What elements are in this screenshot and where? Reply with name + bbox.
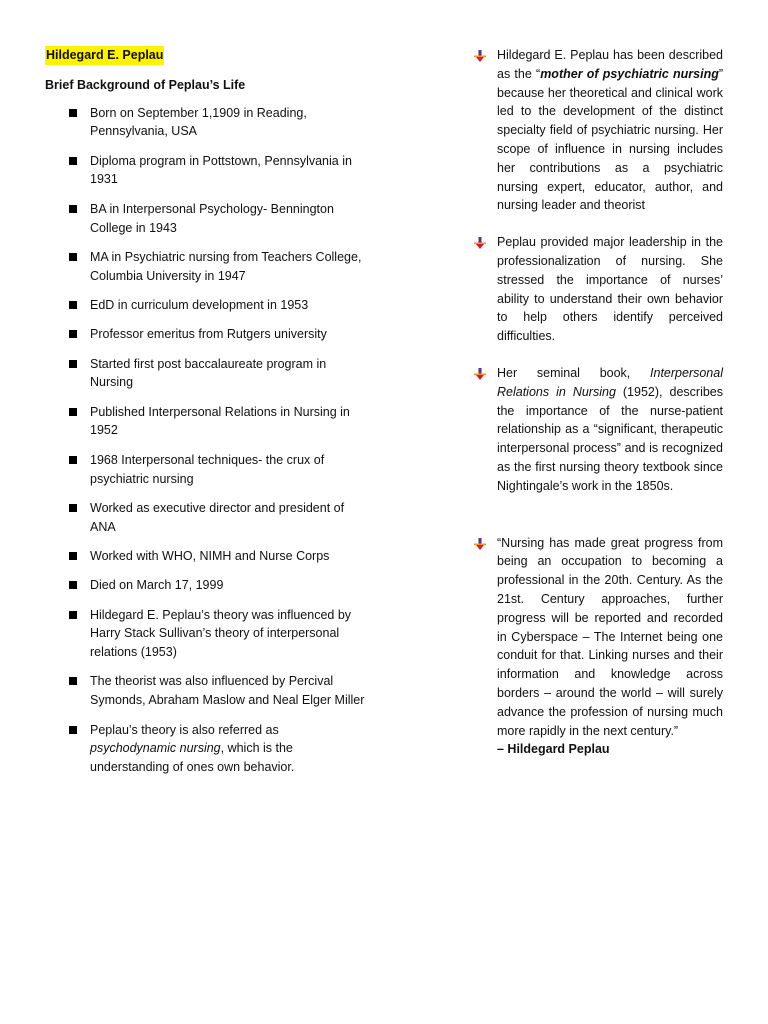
- square-bullet-icon: [69, 301, 77, 309]
- list-item: MA in Psychiatric nursing from Teachers College, Columbia University in 1947: [45, 248, 365, 286]
- down-arrow-bullet-icon: [474, 368, 486, 380]
- list-item: EdD in curriculum development in 1953: [45, 296, 365, 315]
- paragraph-leadership: Peplau provided major leadership in the professionalization of nursing. She stressed the importance of nurses’ ability to understand their own behavior to help others identify perceived difficulties.: [473, 233, 723, 346]
- list-item: Born on September 1,1909 in Reading, Pennsylvania, USA: [45, 104, 365, 142]
- list-item: Published Interpersonal Relations in Nursing in 1952: [45, 403, 365, 441]
- background-list: [45, 104, 365, 777]
- section-subtitle: Brief Background of Peplau’s Life: [45, 77, 246, 92]
- square-bullet-icon: [69, 611, 77, 619]
- list-item: 1968 Interpersonal techniques- the crux of psychiatric nursing: [45, 451, 365, 489]
- square-bullet-icon: [69, 408, 77, 416]
- list-item: Professor emeritus from Rutgers university: [45, 325, 365, 344]
- square-bullet-icon: [69, 253, 77, 261]
- square-bullet-icon: [69, 157, 77, 165]
- square-bullet-icon: [69, 360, 77, 368]
- square-bullet-icon: [69, 109, 77, 117]
- list-item: Diploma program in Pottstown, Pennsylvania in 1931: [45, 152, 365, 190]
- down-arrow-bullet-icon: [474, 237, 486, 249]
- list-item: Worked with WHO, NIMH and Nurse Corps: [45, 547, 365, 566]
- quote-text: “Nursing has made great progress from being an occupation to becoming a professional in the 20th. Century. As the 21st. Century approaches, further progress will be reported and recorded in Cyberspace – The Internet being one conduit for that. Linking nurses and their information and knowledge across borders – around the world – will surely advance the profession of nursing much more rapidly in the next century.”: [497, 535, 723, 738]
- left-column: [45, 46, 365, 787]
- square-bullet-icon: [69, 205, 77, 213]
- square-bullet-icon: [69, 581, 77, 589]
- square-bullet-icon: [69, 504, 77, 512]
- list-item: BA in Interpersonal Psychology- Bennington College in 1943: [45, 200, 365, 238]
- list-item: Died on March 17, 1999: [45, 576, 365, 595]
- list-item: The theorist was also influenced by Percival Symonds, Abraham Maslow and Neal Elger Miller: [45, 672, 365, 710]
- list-item: Hildegard E. Peplau’s theory was influenced by Harry Stack Sullivan’s theory of interpersonal relations (1953): [45, 606, 365, 662]
- list-item: Started first post baccalaureate program in Nursing: [45, 355, 365, 393]
- square-bullet-icon: [69, 456, 77, 464]
- page-title: Hildegard E. Peplau: [45, 46, 164, 65]
- down-arrow-bullet-icon: [474, 50, 486, 62]
- list-item: Worked as executive director and president of ANA: [45, 499, 365, 537]
- square-bullet-icon: [69, 677, 77, 685]
- square-bullet-icon: [69, 552, 77, 560]
- list-item: Peplau’s theory is also referred as psychodynamic nursing, which is the understanding of ones own behavior.: [45, 721, 365, 777]
- square-bullet-icon: [69, 726, 77, 734]
- square-bullet-icon: [69, 330, 77, 338]
- down-arrow-bullet-icon: [474, 538, 486, 550]
- right-column: [473, 46, 723, 759]
- quote-author: – Hildegard Peplau: [497, 742, 610, 757]
- paragraph-seminal-book: Her seminal book, Interpersonal Relations in Nursing (1952), describes the importance of the nurse-patient relationship as a “significant, therapeutic interpersonal process” and is recognized as the first nursing theory textbook since Nightingale’s work in the 1850s.: [473, 364, 723, 496]
- paragraph-mother-of-psychiatric-nursing: Hildegard E. Peplau has been described as the “mother of psychiatric nursing” because her theoretical and clinical work led to the development of the distinct specialty field of psychiatric nursing. Her scope of influence in nursing includes her contributions as a psychiatric nursing expert, educator, author, and nursing leader and theorist: [473, 46, 723, 215]
- peplau-quote: [473, 534, 723, 760]
